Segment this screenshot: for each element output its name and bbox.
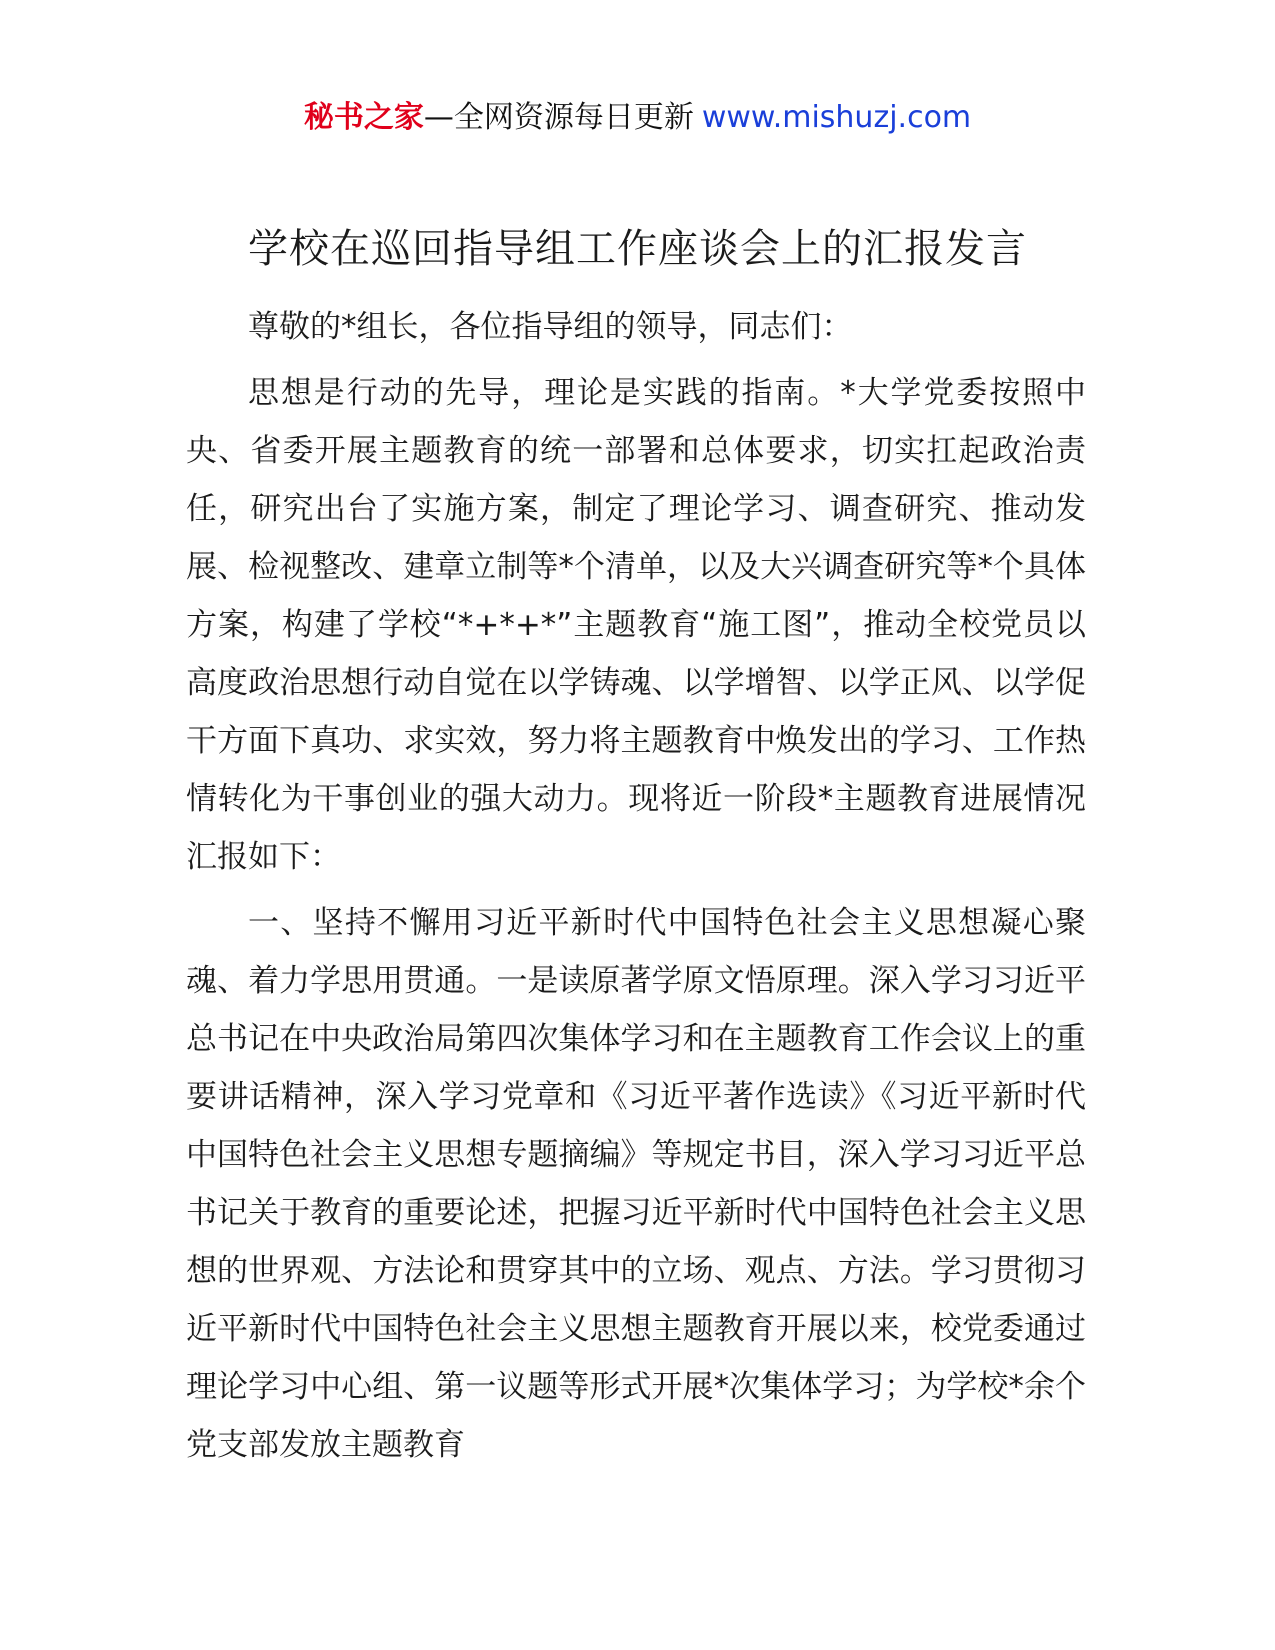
document-body (186, 298, 1086, 1474)
site-url-link[interactable]: www.mishuzj.com (701, 100, 972, 135)
section-one-paragraph: 一、坚持不懈用习近平新时代中国特色社会主义思想凝心聚魂、着力学思用贯通。一是读原著学原文悟原理。深入学习习近平总书记在中央政治局第四次集体学习和在主题教育工作会议上的重要讲话精神，深入学习党章和《习近平著作选读》《习近平新时代中国特色社会主义思想专题摘编》等规定书目，深入学习习近平总书记关于教育的重要论述，把握习近平新时代中国特色社会主义思想的世界观、方法论和贯穿其中的立场、观点、方法。学习贯彻习近平新时代中国特色社会主义思想主题教育开展以来，校党委通过理论学习中心组、第一议题等形式开展*次集体学习；为学校*余个党支部发放主题教育 (186, 905, 1086, 1463)
salutation-paragraph: 尊敬的*组长，各位指导组的领导，同志们： (248, 309, 853, 345)
document-title: 学校在巡回指导组工作座谈会上的汇报发言 (248, 226, 1027, 272)
intro-paragraph: 思想是行动的先导，理论是实践的指南。*大学党委按照中央、省委开展主题教育的统一部署和总体要求，切实扛起政治责任，研究出台了实施方案，制定了理论学习、调查研究、推动发展、检视整改、建章立制等*个清单，以及大兴调查研究等*个具体方案，构建了学校“*+*+*”主题教育“施工图”，推动全校党员以高度政治思想行动自觉在以学铸魂、以学增智、以学正风、以学促干方面下真功、求实效，努力将主题教育中焕发出的学习、工作热情转化为干事创业的强大动力。现将近一阶段*主题教育进展情况汇报如下： (186, 375, 1086, 875)
site-slogan: —全网资源每日更新 (423, 100, 694, 135)
site-header (0, 98, 1275, 138)
site-brand: 秘书之家 (303, 100, 424, 135)
